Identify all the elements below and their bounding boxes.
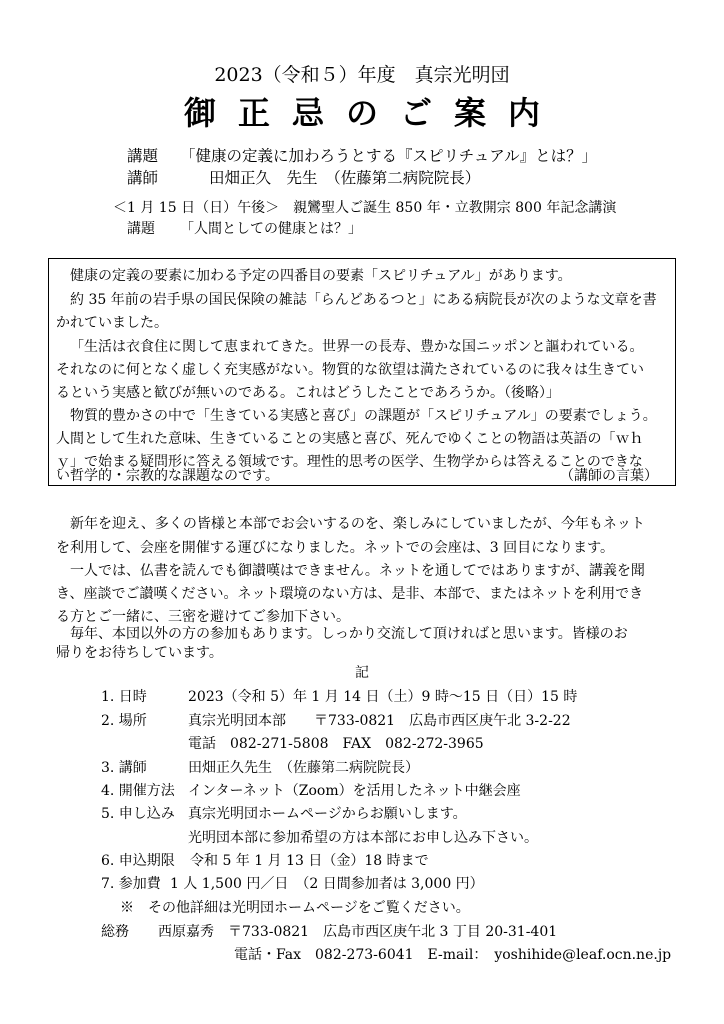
item-deadline-label: 6. 申込期限 [101,853,175,869]
item-apply-value: 真宗光明団ホームページからお願いします。 [188,806,467,822]
box-line: い哲学的・宗教的な課題なのです。 [56,468,279,484]
box-line: 物質的豊かさの中で「生きている実感と喜び」の課題が「スピリチュアル」の要素でしょう。 [70,408,657,424]
topic-text: 「健康の定義に加わろうとする『スピリチュアル』とは？」 [180,147,598,165]
item-date-value: 2023（令和 5）年 1 月 14 日（土）9 時〜15 日（日）15 時 [188,689,578,705]
item-method-value: インターネット（Zoom）を活用したネット中継会座 [188,783,521,799]
body-line: 新年を迎え、多くの皆様と本部でお会いするのを、楽しみにしていましたが、今年もネット [70,516,645,532]
body-line: 毎年、本団以外の方の参加もあります。しっかり交流して頂ければと思います。皆様のお [70,626,628,642]
speaker-label: 講師 [127,169,159,187]
sub-topic-label: 講題 [127,221,155,237]
item-deadline-value: 令和 5 年 1 月 13 日（金）18 時まで [190,853,429,869]
box-line: ｙ」で始まる疑問形に答える領域です。理性的思考の医学、生物学からは答えることのできな [56,454,643,470]
box-line: 「生活は衣食住に関して恵まれてきた。世界一の長寿、豊かな国ニッポンと謳われている。 [70,339,644,355]
box-line: るという実感と歓びが無いのである。これはどうしたことであろうか。（後略）」 [56,385,560,401]
box-line: 人間として生れた意味、生きていることの実感と喜び、死んでゆくことの物語は英語の「ｗｈ [56,431,644,447]
page-title: 御正忌のご案内 [183,94,562,132]
item-fee-value: 1 人 1,500 円／日 （2 日間参加者は 3,000 円） [170,876,484,892]
box-signature: （講師の言葉） [560,468,658,484]
body-line: る方とご一緒に、三密を避けてご参加下さい。 [56,609,350,625]
commemorative-line: ＜1 月 15 日（日）午後＞ 親鸞聖人ご誕生 850 年・立教開宗 800 年記念講演 [113,200,617,216]
notes-heading: 記 [355,665,369,681]
box-line: 約 35 年前の岩手県の国民保険の雑誌「らんどあるつと」にある病院長が次のような文章を書 [70,292,657,308]
body-line: 一人では、仏書を読んでも御讃嘆はできません。ネットを通してではありますが、講義を聞 [70,563,645,579]
general-affairs-label: 総務 [101,924,129,940]
item-fee-label: 7. 参加費 [101,876,161,892]
body-line: き、座談でご讃嘆ください。ネット環境のない方は、是非、本部で、またはネットを利用でき [56,586,644,602]
topic-label: 講題 [127,147,159,165]
item-lecturer-value: 田畑正久先生 （佐藤第二病院院長） [188,760,419,776]
item-lecturer-label: 3. 講師 [101,760,147,776]
speaker-text: 田畑正久 先生 （佐藤第二病院院長） [209,169,481,187]
item-apply-label: 5. 申し込み [101,806,175,822]
box-line: それなのに何となく虚しく充実感がない。物質的な欲望は満たされているのに我々は生きてい [56,362,644,378]
contact-line: 電話・Fax 082-273-6041 E-mail： yoshihide@leaf.ocn.ne.jp [234,947,672,963]
item-place-value: 真宗光明団本部 〒733-0821 広島市西区庚午北 3-2-22 [188,713,571,729]
year-heading: 2023（令和５）年度 真宗光明団 [214,64,510,86]
item-date-label: 1. 日時 [101,689,147,705]
general-affairs-value: 西原嘉秀 〒733-0821 広島市西区庚午北 3 丁目 20-31-401 [158,924,558,940]
item-place-label: 2. 場所 [101,713,147,729]
sub-topic-text: 「人間としての健康とは？」 [180,221,362,237]
body-line: 帰りをお待ちしています。 [56,645,223,661]
body-line: を利用して、会座を開催する運びになりました。ネットでの会座は、3 回目になります。 [56,540,614,556]
other-note: ※ その他詳細は光明団ホームページをご覧ください。 [120,900,470,916]
item-apply-value-2: 光明団本部に参加希望の方は本部にお申し込み下さい。 [188,830,538,846]
box-line: 健康の定義の要素に加わる予定の四番目の要素「スピリチュアル」があります。 [70,268,572,284]
item-method-label: 4. 開催方法 [101,783,175,799]
box-line: かれていました。 [56,315,168,331]
item-place-phone: 電話 082-271-5808 FAX 082-272-3965 [188,736,484,752]
